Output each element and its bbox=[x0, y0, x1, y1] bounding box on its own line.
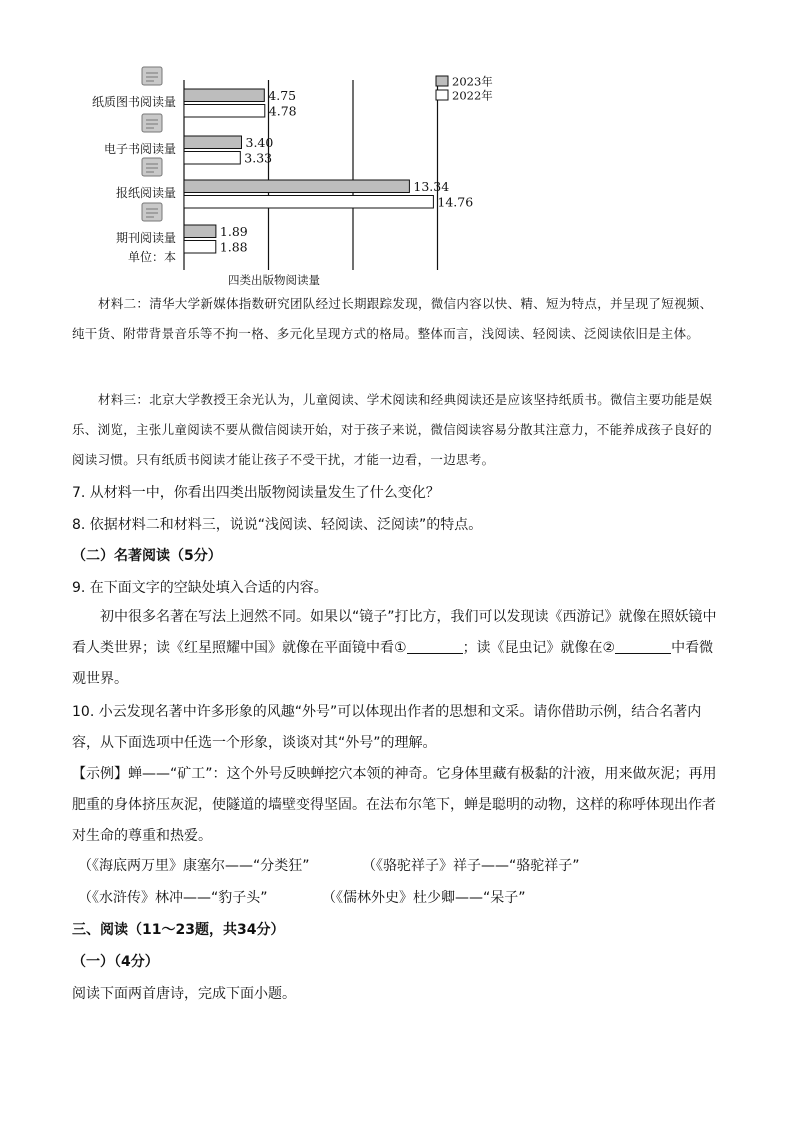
data-label-1-3: 1.88 bbox=[219, 239, 248, 255]
data-label-1-2: 14.76 bbox=[437, 194, 474, 210]
example-paragraph: 【示例】蝉——“矿工”：这个外号反映蝉挖穴本领的神奇。它身体里藏有极黏的汁液，用来做灰泥；再用肥重的身体挤压灰泥，使隧道的墙壁变得坚固。在法布尔笔下，蝉是聪明的动物，这样的称呼体现出作者对生命的尊重和热爱。 bbox=[72, 766, 717, 844]
bar-1-0 bbox=[184, 105, 265, 118]
option-4: （《儒林外史》杜少卿——“呆子” bbox=[322, 890, 526, 906]
ebook-device-icon bbox=[142, 114, 162, 132]
data-label-0-0: 4.75 bbox=[268, 88, 297, 103]
bar-0-2 bbox=[184, 180, 409, 193]
material-2: 材料二：清华大学新媒体指数研究团队经过长期跟踪发现，微信内容以快、精、短为特点，并呈现了短视频、纯干货、附带背景音乐等不拘一格、多元化呈现方式的格局。整体而言，浅阅读、轻阅读、泛阅读依旧是主体。 bbox=[72, 296, 713, 341]
material-3: 材料三：北京大学教授王余光认为，儿童阅读、学术阅读和经典阅读还是应该坚持纸质书。微信主要功能是娱乐、浏览，主张儿童阅读不要从微信阅读开始，对于孩子来说，微信阅读容易分散其注意力，不能养成孩子良好的阅读习惯。只有纸质书阅读才能让孩子不受干扰，才能一边看，一边思考。 bbox=[72, 392, 713, 467]
category-label-3: 期刊阅读量 bbox=[115, 231, 176, 245]
option-2: （《骆驼祥子》祥子——“骆驼祥子” bbox=[362, 858, 580, 874]
legend-label-0: 2023年 bbox=[452, 74, 493, 89]
question-7: 7. 从材料一中，你看出四类出版物阅读量发生了什么变化？ bbox=[72, 485, 440, 501]
legend-swatch-1 bbox=[436, 90, 448, 100]
question-9: 9. 在下面文字的空缺处填入合适的内容。 bbox=[72, 580, 328, 596]
option-1: （《海底两万里》康塞尔——“分类狂” bbox=[78, 858, 310, 874]
reading-intro: 阅读下面两首唐诗，完成下面小题。 bbox=[72, 986, 296, 1002]
section-3-part-1: （一）（4分） bbox=[72, 954, 159, 970]
question-8: 8. 依据材料二和材料三，说说“浅阅读、轻阅读、泛阅读”的特点。 bbox=[72, 517, 483, 533]
data-label-1-0: 4.78 bbox=[268, 103, 297, 119]
category-label-2: 报纸阅读量 bbox=[115, 186, 176, 200]
magazine-icon bbox=[142, 203, 162, 221]
section-2-heading: （二）名著阅读（5分） bbox=[72, 548, 222, 564]
section-3-heading: 三、阅读（11～23题，共34分） bbox=[72, 922, 285, 938]
bar-0-1 bbox=[184, 136, 242, 149]
data-label-0-2: 13.34 bbox=[413, 179, 450, 194]
legend-swatch-0 bbox=[436, 76, 448, 86]
question-9-passage: 初中很多名著在写法上迥然不同。如果以“镜子”打比方，我们可以发现读《西游记》就像在照妖镜中看人类世界；读《红星照耀中国》就像在平面镜中看① ；读《昆虫记》就像在② 中看微观世界。 bbox=[72, 609, 717, 687]
bar-1-2 bbox=[184, 196, 433, 209]
unit-label: 单位：本 bbox=[127, 250, 176, 264]
data-label-0-1: 3.40 bbox=[245, 135, 274, 150]
blank-2[interactable] bbox=[615, 639, 671, 654]
data-label-1-1: 3.33 bbox=[244, 150, 273, 166]
category-label-0: 纸质图书阅读量 bbox=[91, 95, 176, 109]
bar-1-3 bbox=[184, 241, 216, 254]
bar-0-0 bbox=[184, 89, 264, 102]
bar-0-3 bbox=[184, 225, 216, 238]
reading-volume-chart bbox=[60, 62, 520, 292]
book-icon bbox=[142, 67, 162, 85]
blank-1[interactable] bbox=[407, 639, 463, 654]
option-3: （《水浒传》林冲——“豹子头” bbox=[78, 890, 268, 906]
legend-label-1: 2022年 bbox=[452, 88, 493, 103]
data-label-0-3: 1.89 bbox=[219, 224, 248, 239]
bar-1-1 bbox=[184, 152, 240, 165]
category-label-1: 电子书阅读量 bbox=[103, 142, 176, 156]
question-10: 10. 小云发现名著中许多形象的风趣“外号”可以体现出作者的思想和文采。请你借助示例，结合名著内容，从下面选项中任选一个形象，谈谈对其“外号”的理解。 bbox=[72, 704, 702, 751]
newspaper-icon bbox=[142, 158, 162, 176]
chart-title: 四类出版物阅读量 bbox=[228, 273, 320, 287]
